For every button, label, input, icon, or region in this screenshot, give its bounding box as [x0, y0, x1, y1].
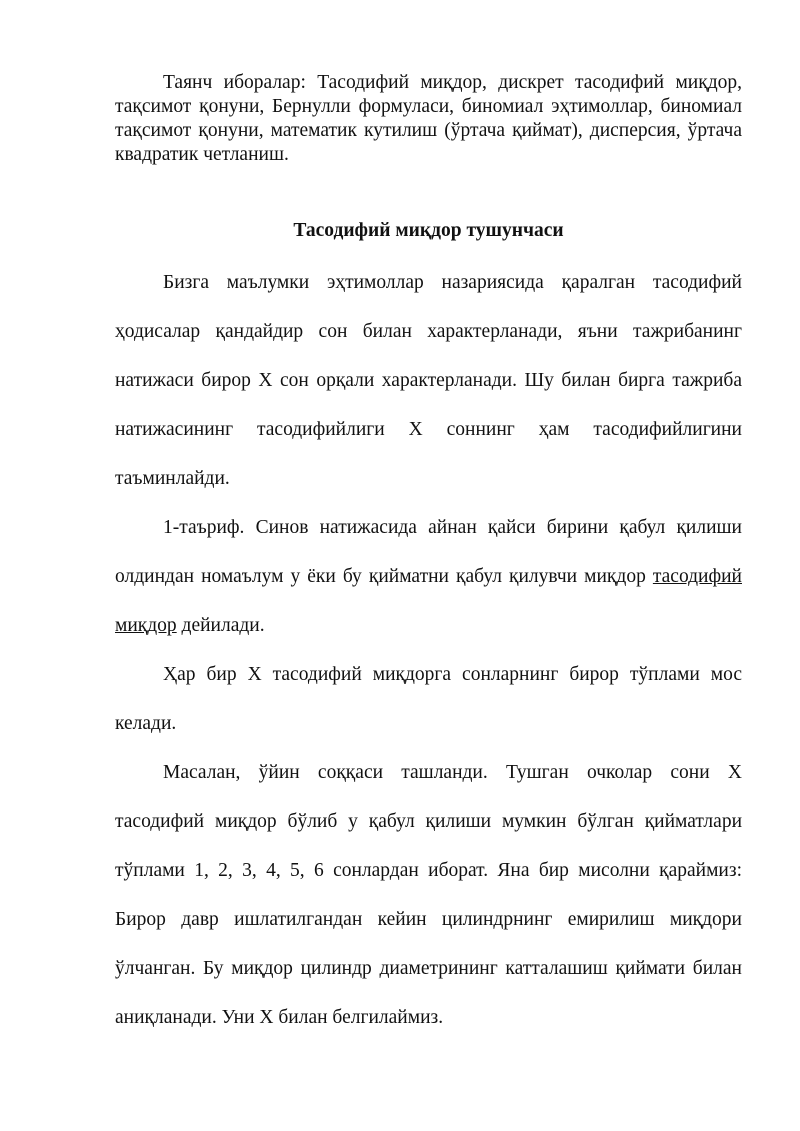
paragraph-number-set: Ҳар бир X тасодифий миқдорга сонларнинг бирор тўплами мос келади. — [115, 664, 742, 734]
paragraph-intro: Бизга маълумки эҳтимоллар назариясида қаралган тасодифий ҳодисалар қандайдир сон билан характерланади, яъни тажрибанинг натижаси бирор X сон орқали характерланади. Шу билан бирга тажриба натижасининг тасодифийлиги X соннинг ҳам тасодифийлигини таъминлайди. — [115, 272, 742, 489]
defined-term: тасодифий миқдор — [115, 566, 742, 636]
body-text — [115, 258, 742, 1042]
document-page — [115, 71, 742, 1042]
keywords-paragraph: Таянч иборалар: Тасодифий миқдор, дискрет тасодифий миқдор, тақсимот қонуни, Бернулли формуласи, биномиал эҳтимоллар, биномиал тақсимот қонуни, математик кутилиш (ўртача қиймат), дисперсия, ўртача квадратик четланиш. — [115, 72, 742, 165]
paragraph-example: Масалан, ўйин соққаси ташланди. Тушган очколар сони X тасодифий миқдор бўлиб у қабул қилиши мумкин бўлган қийматлари тўплами 1, 2, 3, 4, 5, 6 сонлардан иборат. Яна бир мисолни қараймиз: Бирор давр ишлатилгандан кейин цилиндрнинг емирилиш миқдори ўлчанган. Бу миқдор цилиндр диаметрининг катталашиш қиймати билан аниқланади. Уни X билан белгилаймиз. — [115, 762, 742, 1028]
definition-text-end: дейилади. — [176, 615, 265, 636]
section-title: Тасодифий миқдор тушунчаси — [293, 220, 564, 241]
definition-text-start: 1-таъриф. Синов натижасида айнан қайси бирини қабул қилиши олдиндан номаълум у ёки бу қийматни қабул қилувчи миқдор — [115, 517, 742, 587]
paragraph-definition — [115, 503, 742, 650]
